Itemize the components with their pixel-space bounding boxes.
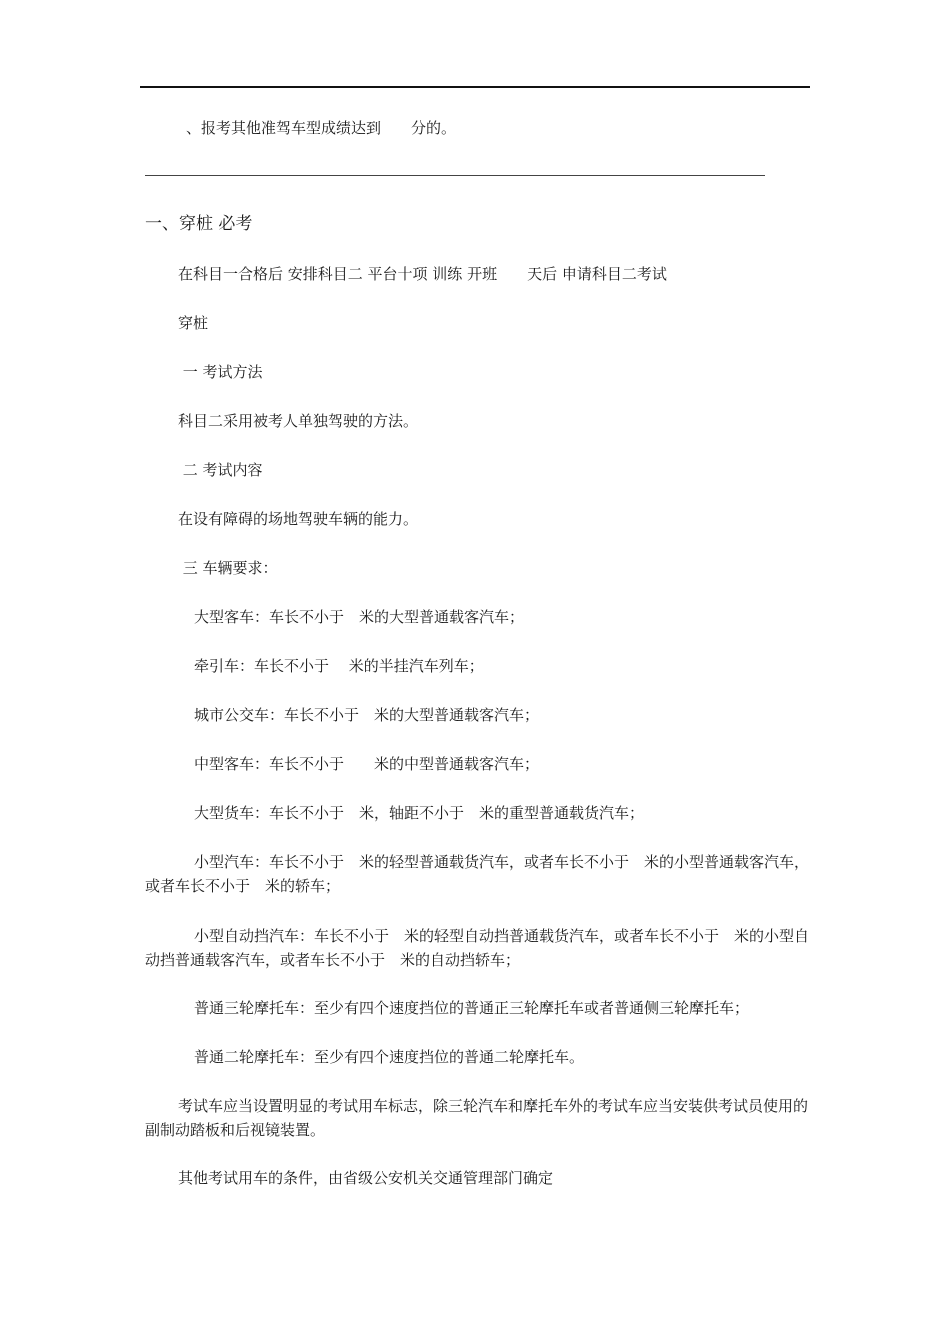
content-heading: 二 考试内容: [178, 461, 263, 479]
vehicle-tractor: 牵引车：车长不小于 米的半挂汽车列车；: [194, 657, 484, 675]
header-fragment: 、报考其他准驾车型成绩达到 分的。: [186, 119, 457, 137]
top-rule: [140, 86, 810, 88]
separator-line: [145, 175, 765, 176]
vehicle-small-car: 小型汽车：车长不小于 米的轻型普通载货汽车，或者车长不小于 米的小型普通载客汽车，或者车长不小于 米的轿车；: [145, 853, 810, 895]
vehicle-large-bus: 大型客车：车长不小于 米的大型普通载客汽车；: [194, 608, 525, 626]
vehicle-three-wheel-motorcycle: 普通三轮摩托车：至少有四个速度挡位的普通正三轮摩托车或者普通侧三轮摩托车；: [194, 999, 750, 1017]
method-heading: 一 考试方法: [178, 363, 263, 381]
vehicle-city-bus: 城市公交车：车长不小于 米的大型普通载客汽车；: [194, 706, 540, 724]
vehicle-large-truck: 大型货车：车长不小于 米，轴距不小于 米的重型普通载货汽车；: [194, 804, 645, 822]
section-title: 一、穿桩 必考: [145, 214, 253, 234]
intro-text: 在科目一合格后 安排科目二 平台十项 训练 开班 天后 申请科目二考试: [178, 265, 667, 283]
other-conditions: 其他考试用车的条件，由省级公安机关交通管理部门确定: [178, 1169, 554, 1187]
method-text: 科目二采用被考人单独驾驶的方法。: [178, 412, 419, 430]
vehicle-medium-bus: 中型客车：车长不小于 米的中型普通载客汽车；: [194, 755, 540, 773]
item-name: 穿桩: [178, 314, 209, 332]
exam-car-note: 考试车应当设置明显的考试用车标志，除三轮汽车和摩托车外的考试车应当安装供考试员使用的副制动踏板和后视镜装置。: [145, 1097, 809, 1139]
vehicle-heading: 三 车辆要求：: [178, 559, 278, 577]
vehicle-two-wheel-motorcycle: 普通二轮摩托车：至少有四个速度挡位的普通二轮摩托车。: [194, 1048, 585, 1066]
vehicle-small-automatic: 小型自动挡汽车：车长不小于 米的轻型自动挡普通载货汽车，或者车长不小于 米的小型自动挡普通载客汽车，或者车长不小于 米的自动挡轿车；: [145, 927, 810, 969]
content-text: 在设有障碍的场地驾驶车辆的能力。: [178, 510, 419, 528]
